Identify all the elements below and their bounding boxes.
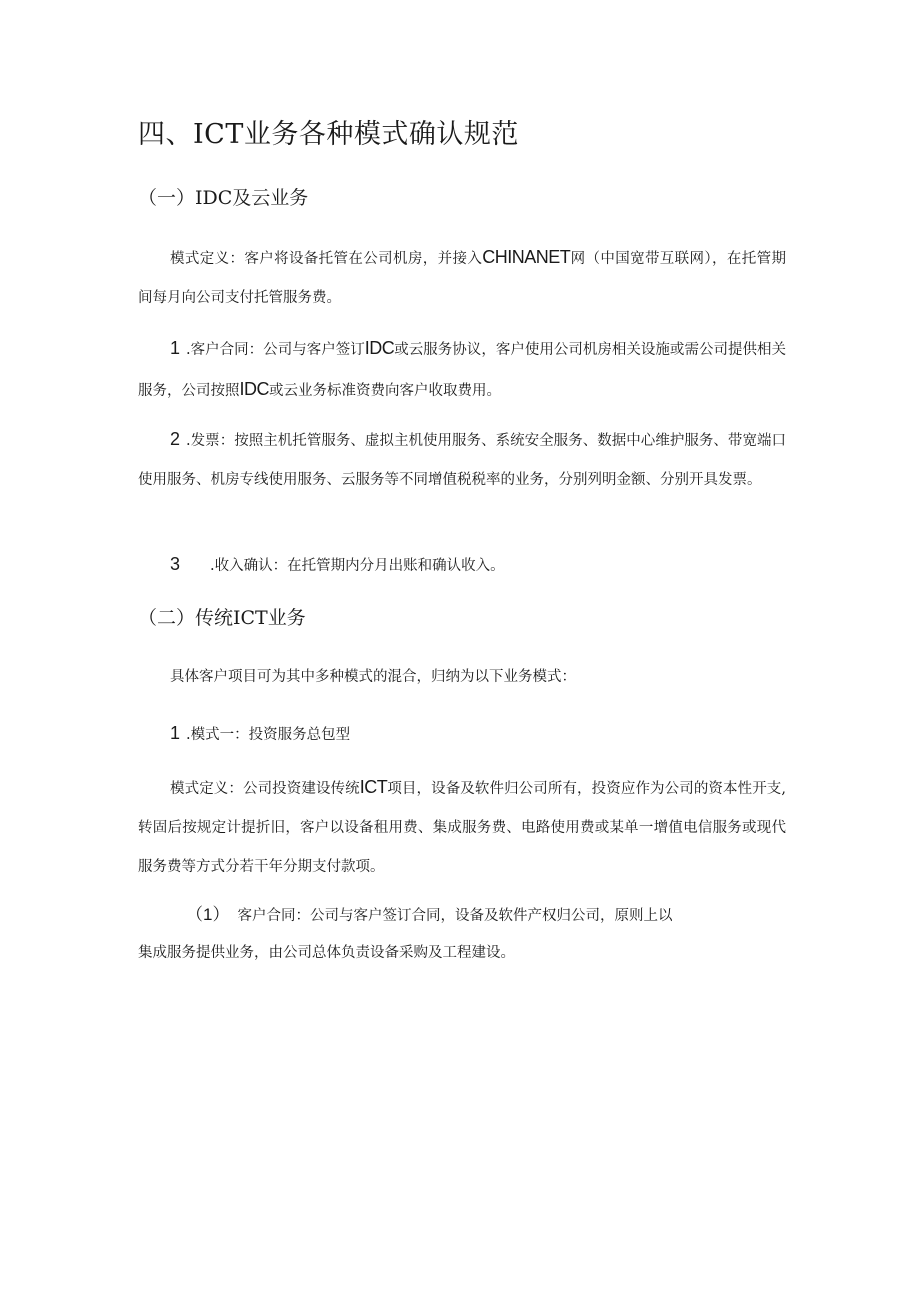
idc-term: IDC bbox=[364, 338, 395, 358]
definition-label: 模式定义：客户将设备托管在公司机房，并接入 bbox=[170, 251, 483, 267]
page-title: 四、ICT业务各种模式确认规范 bbox=[138, 119, 519, 150]
definition-label: 模式定义：公司投资建设传统 bbox=[170, 781, 360, 797]
section-1-definition bbox=[138, 238, 786, 318]
item-text: 或云服务协议，客户使用公司机房相关设施或需公司提供相关服务，公司按照 bbox=[138, 342, 787, 399]
definition-rest: 网（中国宽带互联网），在托管期间每月向公司支付托管服务费。 bbox=[138, 251, 786, 306]
section-2-intro: 具体客户项目可为其中多种模式的混合，归纳为以下业务模式： bbox=[170, 669, 576, 685]
item-number: （1） bbox=[186, 905, 230, 924]
mode-1-contract-line-1 bbox=[138, 895, 786, 936]
idc-term: IDC bbox=[239, 379, 269, 399]
section-1-item-2 bbox=[138, 420, 786, 500]
item-text: 或云业务标准资费向客户收取费用。 bbox=[269, 383, 501, 399]
item-text: .收入确认：在托管期内分月出账和确认收入。 bbox=[210, 558, 505, 574]
mode-1-definition bbox=[138, 768, 786, 887]
definition-rest: 项目，设备及软件归公司所有，投资应作为公司的资本性开支,转固后按规定计提折旧，客户以设备租用费、集成服务费、电路使用费或某单一增值电信服务或现代服务费等方式分若干年分期支付款项。 bbox=[138, 781, 786, 875]
item-number: 1 bbox=[170, 723, 181, 743]
ict-term: ICT bbox=[359, 777, 388, 797]
mode-1-title bbox=[138, 714, 786, 755]
section-1-title: （一）IDC及云业务 bbox=[138, 187, 309, 209]
item-text: 客户合同：公司与客户签订合同，设备及软件产权归公司，原则上以 bbox=[237, 908, 673, 924]
item-text: .发票：按照主机托管服务、虚拟主机使用服务、系统安全服务、数据中心维护服务、带宽端口使用服务、机房专线使用服务、云服务等不同增值税税率的业务，分别列明金额、分别开具发票。 bbox=[138, 433, 786, 488]
item-number: 1 bbox=[170, 338, 181, 358]
section-1-item-3 bbox=[138, 545, 786, 586]
mode-1-contract-line-2: 集成服务提供业务，由公司总体负责设备采购及工程建设。 bbox=[138, 945, 515, 961]
item-text: .客户合同：公司与客户签订 bbox=[186, 342, 365, 358]
item-number: 3 bbox=[170, 554, 181, 574]
section-2-title: （二）传统ICT业务 bbox=[138, 607, 306, 629]
item-text: .模式一：投资服务总包型 bbox=[186, 727, 351, 743]
section-1-item-1 bbox=[138, 329, 786, 411]
item-number: 2 bbox=[170, 429, 181, 449]
chinanet-term: CHINANET bbox=[482, 247, 571, 267]
